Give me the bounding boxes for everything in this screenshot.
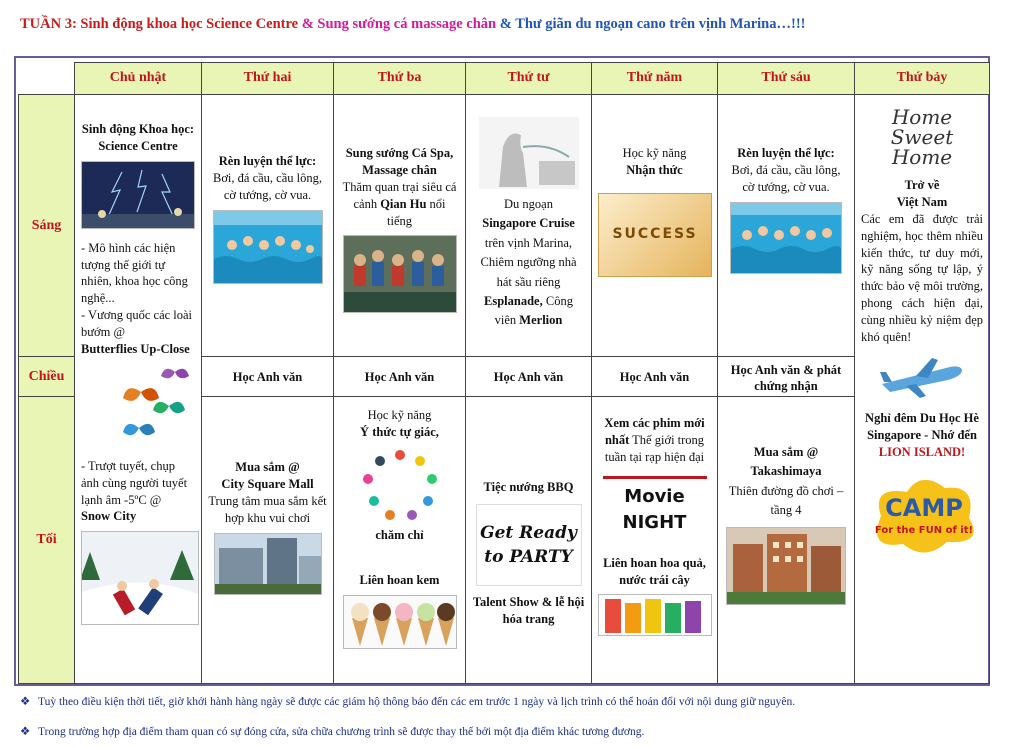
saturday-return: Trở về <box>904 178 940 192</box>
tuesday-evening-diligence: chăm chỉ <box>375 527 424 542</box>
sunday-butterfly-place: Butterflies Up-Close <box>81 341 190 356</box>
home-sweet-home-image: Home Sweet Home <box>890 105 954 169</box>
header-friday: Thứ sáu <box>717 62 855 95</box>
saturday-cell <box>854 94 990 684</box>
title-amp-2: & <box>496 16 516 32</box>
footnote-1 <box>20 694 810 708</box>
friday-afternoon-text: Học Anh văn & phát chứng nhận <box>730 363 842 393</box>
friday-morning-title: Rèn luyện thể lực: <box>737 146 835 160</box>
party-image: Get Ready to PARTY <box>476 504 582 586</box>
saturday-night-note: Nghỉ đêm Du Học Hè Singapore - Nhớ đến <box>865 410 979 442</box>
header-saturday: Thứ bảy <box>854 62 990 95</box>
butterfly-icon <box>161 369 189 378</box>
thursday-evening-fruit: Liên hoan hoa quả, nước trái cây <box>603 555 706 587</box>
diamond-bullet-icon: ❖ <box>20 726 31 738</box>
monday-morning-title: Rèn luyện thể lực: <box>218 154 317 168</box>
footnote-2 <box>20 724 810 738</box>
butterflies-image <box>117 362 197 454</box>
monday-evening-title: Mua sắm @ <box>235 460 300 474</box>
friday-morning-desc: Bơi, đá cầu, cầu lông, cờ tướng, cờ vua. <box>731 162 841 194</box>
monday-afternoon-text: Học Anh văn <box>232 370 303 384</box>
snow-city-image <box>81 531 199 625</box>
monday-evening-place: City Square Mall <box>221 476 314 491</box>
sunday-science-desc: - Mô hình các hiện tượng thế giới tự nhiên, khoa học công nghệ... <box>81 240 188 306</box>
thursday-evening-movie-title: Xem các phim mới nhất <box>604 416 705 447</box>
ice-cream-image <box>343 595 457 649</box>
takashimaya-image <box>726 527 846 605</box>
tuesday-morning-title: Sung sướng Cá Spa, Massage chân <box>345 146 454 177</box>
tuesday-afternoon-text: Học Anh văn <box>364 370 435 384</box>
wednesday-morning-esplanade: Esplanade, <box>484 293 543 308</box>
sunday-cell <box>74 94 202 684</box>
tuesday-morning-desc: Thăm quan trại siêu cá cảnh <box>342 179 457 211</box>
title-amp-1: & <box>298 16 318 32</box>
friday-evening-place: Takashimaya <box>750 464 822 479</box>
tuesday-evening-topic: Ý thức tự giác, <box>360 424 439 439</box>
saturday-vietnam: Việt Nam <box>896 194 948 209</box>
wednesday-afternoon-text: Học Anh văn <box>493 370 564 384</box>
thursday-morning <box>591 94 718 357</box>
movie-night-image: Movie NIGHT <box>603 476 707 541</box>
wednesday-morning <box>465 94 592 357</box>
friday-evening-desc: Thiên đường đồ chơi – tầng 4 <box>728 483 844 518</box>
sunday-title: Sinh động Khoa học: Science Centre <box>81 122 195 153</box>
monday-evening <box>201 396 334 684</box>
period-morning: Sáng <box>18 94 75 357</box>
header-tuesday: Thứ ba <box>333 62 466 95</box>
thursday-afternoon-text: Học Anh văn <box>619 370 690 384</box>
header-monday: Thứ hai <box>201 62 334 95</box>
success-key-image: SUCCESS <box>598 193 712 277</box>
tuesday-afternoon <box>333 356 466 397</box>
kids-circle-image <box>362 449 438 523</box>
friday-morning <box>717 94 855 357</box>
wednesday-morning-cruise: Singapore Cruise <box>482 216 575 231</box>
camp-word: CAMP <box>885 494 963 523</box>
header-sunday: Chủ nhật <box>74 62 202 95</box>
monday-morning-desc: Bơi, đá cầu, cầu lông, cờ tướng, cờ vua. <box>212 170 322 202</box>
monday-afternoon <box>201 356 334 397</box>
thursday-evening <box>591 396 718 684</box>
friday-evening-title: Mua sắm @ <box>753 445 819 459</box>
wednesday-morning-park: Công viên <box>494 293 573 328</box>
sunday-butterfly-desc: - Vương quốc các loài bướm @ <box>81 308 193 339</box>
title-part-2: Sung sướng cá massage chân <box>317 16 497 32</box>
merlion-image <box>479 117 579 189</box>
wednesday-afternoon <box>465 356 592 397</box>
swimming-pool-image-2 <box>730 202 842 274</box>
sunday-snow-desc: - Trượt tuyết, chụp ảnh cùng người tuyết lạnh âm -5ºC @ <box>81 458 188 507</box>
monday-morning <box>201 94 334 357</box>
monday-evening-desc: Trung tâm mua sắm kết hợp khu vui chơi <box>208 493 327 525</box>
tuesday-evening-icecream: Liên hoan kem <box>359 572 440 587</box>
tuesday-evening <box>333 396 466 684</box>
fish-spa-image <box>343 235 457 313</box>
thursday-morning-topic: Nhận thức <box>626 162 683 177</box>
wednesday-morning-desc: trên vịnh Marina, Chiêm ngưỡng nhà hát sầu riêng <box>480 235 577 289</box>
tuesday-morning-place: Qian Hu <box>380 196 427 211</box>
thursday-evening-movie-desc: Thế giới trong tuần tại rạp hiện đại <box>604 432 705 464</box>
title-part-3: Thư giãn du ngoạn cano trên vịnh Marina…!!! <box>515 16 806 32</box>
science-centre-image <box>81 161 195 229</box>
header-thursday: Thứ năm <box>591 62 718 95</box>
wednesday-morning-title: Du ngoạn <box>504 197 553 211</box>
city-square-mall-image <box>214 533 322 595</box>
airplane-icon <box>876 354 968 402</box>
page-title <box>20 16 805 33</box>
swimming-pool-image <box>213 210 323 284</box>
friday-afternoon <box>717 356 855 397</box>
tuesday-evening-skill: Học kỹ năng <box>367 408 432 422</box>
wednesday-evening-talent: Talent Show & lễ hội hóa trang <box>472 594 585 626</box>
wednesday-morning-merlion: Merlion <box>519 313 563 328</box>
footnote-1-text: Tuỳ theo điều kiện thời tiết, giờ khởi hành hàng ngày sẽ được các giám hộ thông báo đến các em trước 1 ngày và lịch trình có thể hoán đổi với nội dung giữ nguyên. <box>38 696 796 708</box>
thursday-afternoon <box>591 356 718 397</box>
period-evening: Tối <box>18 396 75 684</box>
period-afternoon: Chiều <box>18 356 75 397</box>
saturday-lion-island: LION ISLAND! <box>878 444 966 459</box>
camp-logo <box>861 466 987 562</box>
saturday-summary: Các em đã được trải nghiệm, học thêm nhiều kiến thức, tư duy mới, kỹ năng sống tự lập, ý thức bảo vệ môi trường, phong cách hiện đại, cùng nhiều kỷ niệm đẹp khó quên! <box>861 211 983 344</box>
tuesday-morning <box>333 94 466 357</box>
thursday-morning-title: Học kỹ năng <box>622 146 687 160</box>
title-part-1: TUẦN 3: Sinh động khoa học Science Centre <box>20 16 299 32</box>
wednesday-evening-bbq: Tiệc nướng BBQ <box>483 480 574 494</box>
sunday-snow-place: Snow City <box>81 509 137 524</box>
fruit-juice-image <box>598 594 712 636</box>
friday-evening <box>717 396 855 684</box>
footnote-2-text: Trong trường hợp địa điểm tham quan có sự đóng cửa, sửa chữa chương trình sẽ được thay thế bởi một địa điểm khác tương đương. <box>38 726 645 738</box>
wednesday-evening <box>465 396 592 684</box>
tuesday-morning-suffix: nổi tiếng <box>387 196 446 228</box>
camp-tagline: For the FUN of it! <box>874 525 974 537</box>
header-wednesday: Thứ tư <box>465 62 592 95</box>
diamond-bullet-icon: ❖ <box>20 696 31 708</box>
